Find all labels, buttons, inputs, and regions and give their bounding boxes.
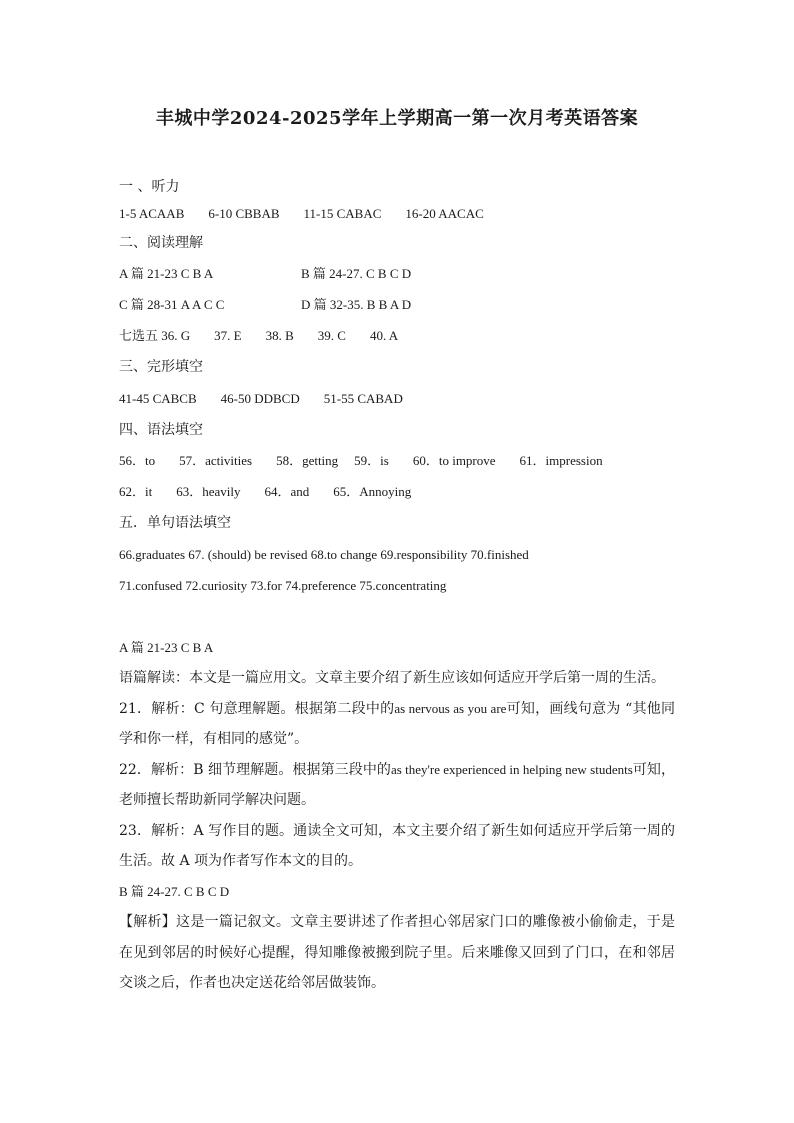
passage-a-header: A 篇 21-23 C B A xyxy=(119,640,214,655)
question-22-explanation: 22．解析：B 细节理解题。根据第三段中的as they're experienced in helping new students可知，老师擅长帮助新同学解决问题。 xyxy=(119,761,675,808)
answer-group: 38. B xyxy=(265,328,294,343)
answer-group: 51-55 CABAD xyxy=(323,391,403,406)
page-title: 丰城中学2024-2025学年上学期高一第一次月考英语答案 xyxy=(155,108,639,129)
passage-a-intro: 语篇解读：本文是一篇应用文。文章主要介绍了新生应该如何适应开学后第一周的生活。 xyxy=(119,670,665,686)
answer-item: 56．to xyxy=(119,453,156,468)
answer-group: 46-50 DDBCD xyxy=(220,391,300,406)
section-heading-listening: 一 、听力 xyxy=(119,179,180,195)
section-heading-cloze: 三、完形填空 xyxy=(119,359,203,375)
answer-group: 41-45 CABCB xyxy=(119,391,197,406)
reading-row xyxy=(119,296,411,314)
explanation-block xyxy=(119,663,675,999)
passage-b-header: B 篇 24-27. C B C D xyxy=(119,883,230,899)
question-23-explanation: 23．解析：A 写作目的题。通读全文可知，本文主要介绍了新生如何适应开学后第一周的生活。故 A 项为作者写作本文的目的。 xyxy=(119,822,675,869)
answer-group: 16-20 AACAC xyxy=(405,206,484,221)
answer-group: C 篇 28-31 A A C C xyxy=(119,297,225,312)
answer-group: 11-15 CABAC xyxy=(303,206,382,221)
answer-group: A 篇 21-23 C B A xyxy=(119,266,214,281)
answer-group: 39. C xyxy=(317,328,346,343)
answer-group: B 篇 24-27. C B C D xyxy=(301,266,412,281)
answer-group: 40. A xyxy=(369,328,399,343)
answer-group: 七选五 36. G xyxy=(119,328,191,343)
reading-row xyxy=(119,265,411,283)
answer-item: 57．activities xyxy=(179,453,253,468)
answer-item: 58．getting xyxy=(276,453,339,468)
answer-item: 64．and xyxy=(264,484,310,499)
answer-item: 62．it xyxy=(119,484,153,499)
section-heading-grammar: 四、语法填空 xyxy=(119,422,203,438)
answer-group: D 篇 32-35. B B A D xyxy=(301,297,412,312)
sentence-answers-row: 66.graduates 67. (should) be revised 68.to change 69.responsibility 70.finished xyxy=(119,547,529,562)
sentence-answers-row: 71.confused 72.curiosity 73.for 74.preference 75.concentrating xyxy=(119,578,447,593)
section-heading-sentence: 五．单句语法填空 xyxy=(119,515,231,531)
question-21-explanation: 21．解析：C 句意理解题。根据第二段中的as nervous as you are可知，画线句意为 “其他同学和你一样，有相同的感觉”。 xyxy=(119,700,676,747)
answer-item: 63．heavily xyxy=(176,484,241,499)
answer-item: 65．Annoying xyxy=(333,484,412,499)
answer-group: 6-10 CBBAB xyxy=(208,206,280,221)
answer-group: 37. E xyxy=(214,328,242,343)
answer-item: 60．to improve xyxy=(412,453,496,468)
cloze-answers xyxy=(119,390,403,408)
passage-b-analysis: 【解析】这是一篇记叙文。文章主要讲述了作者担心邻居家门口的雕像被小偷偷走，于是在见到邻居的时候好心提醒，得知雕像被搬到院子里。后来雕像又回到了门口，在和邻居交谈之后，作者也决定送花给邻居做装饰。 xyxy=(119,914,675,991)
answer-item: 61．impression xyxy=(519,453,603,468)
answer-item: 59．is xyxy=(354,453,389,468)
section-heading-reading: 二、阅读理解 xyxy=(119,235,203,251)
grammar-row xyxy=(119,452,603,470)
grammar-row xyxy=(119,483,411,501)
listening-answers xyxy=(119,205,484,223)
answer-group: 1-5 ACAAB xyxy=(119,206,185,221)
seven-choose-five-row xyxy=(119,327,398,345)
